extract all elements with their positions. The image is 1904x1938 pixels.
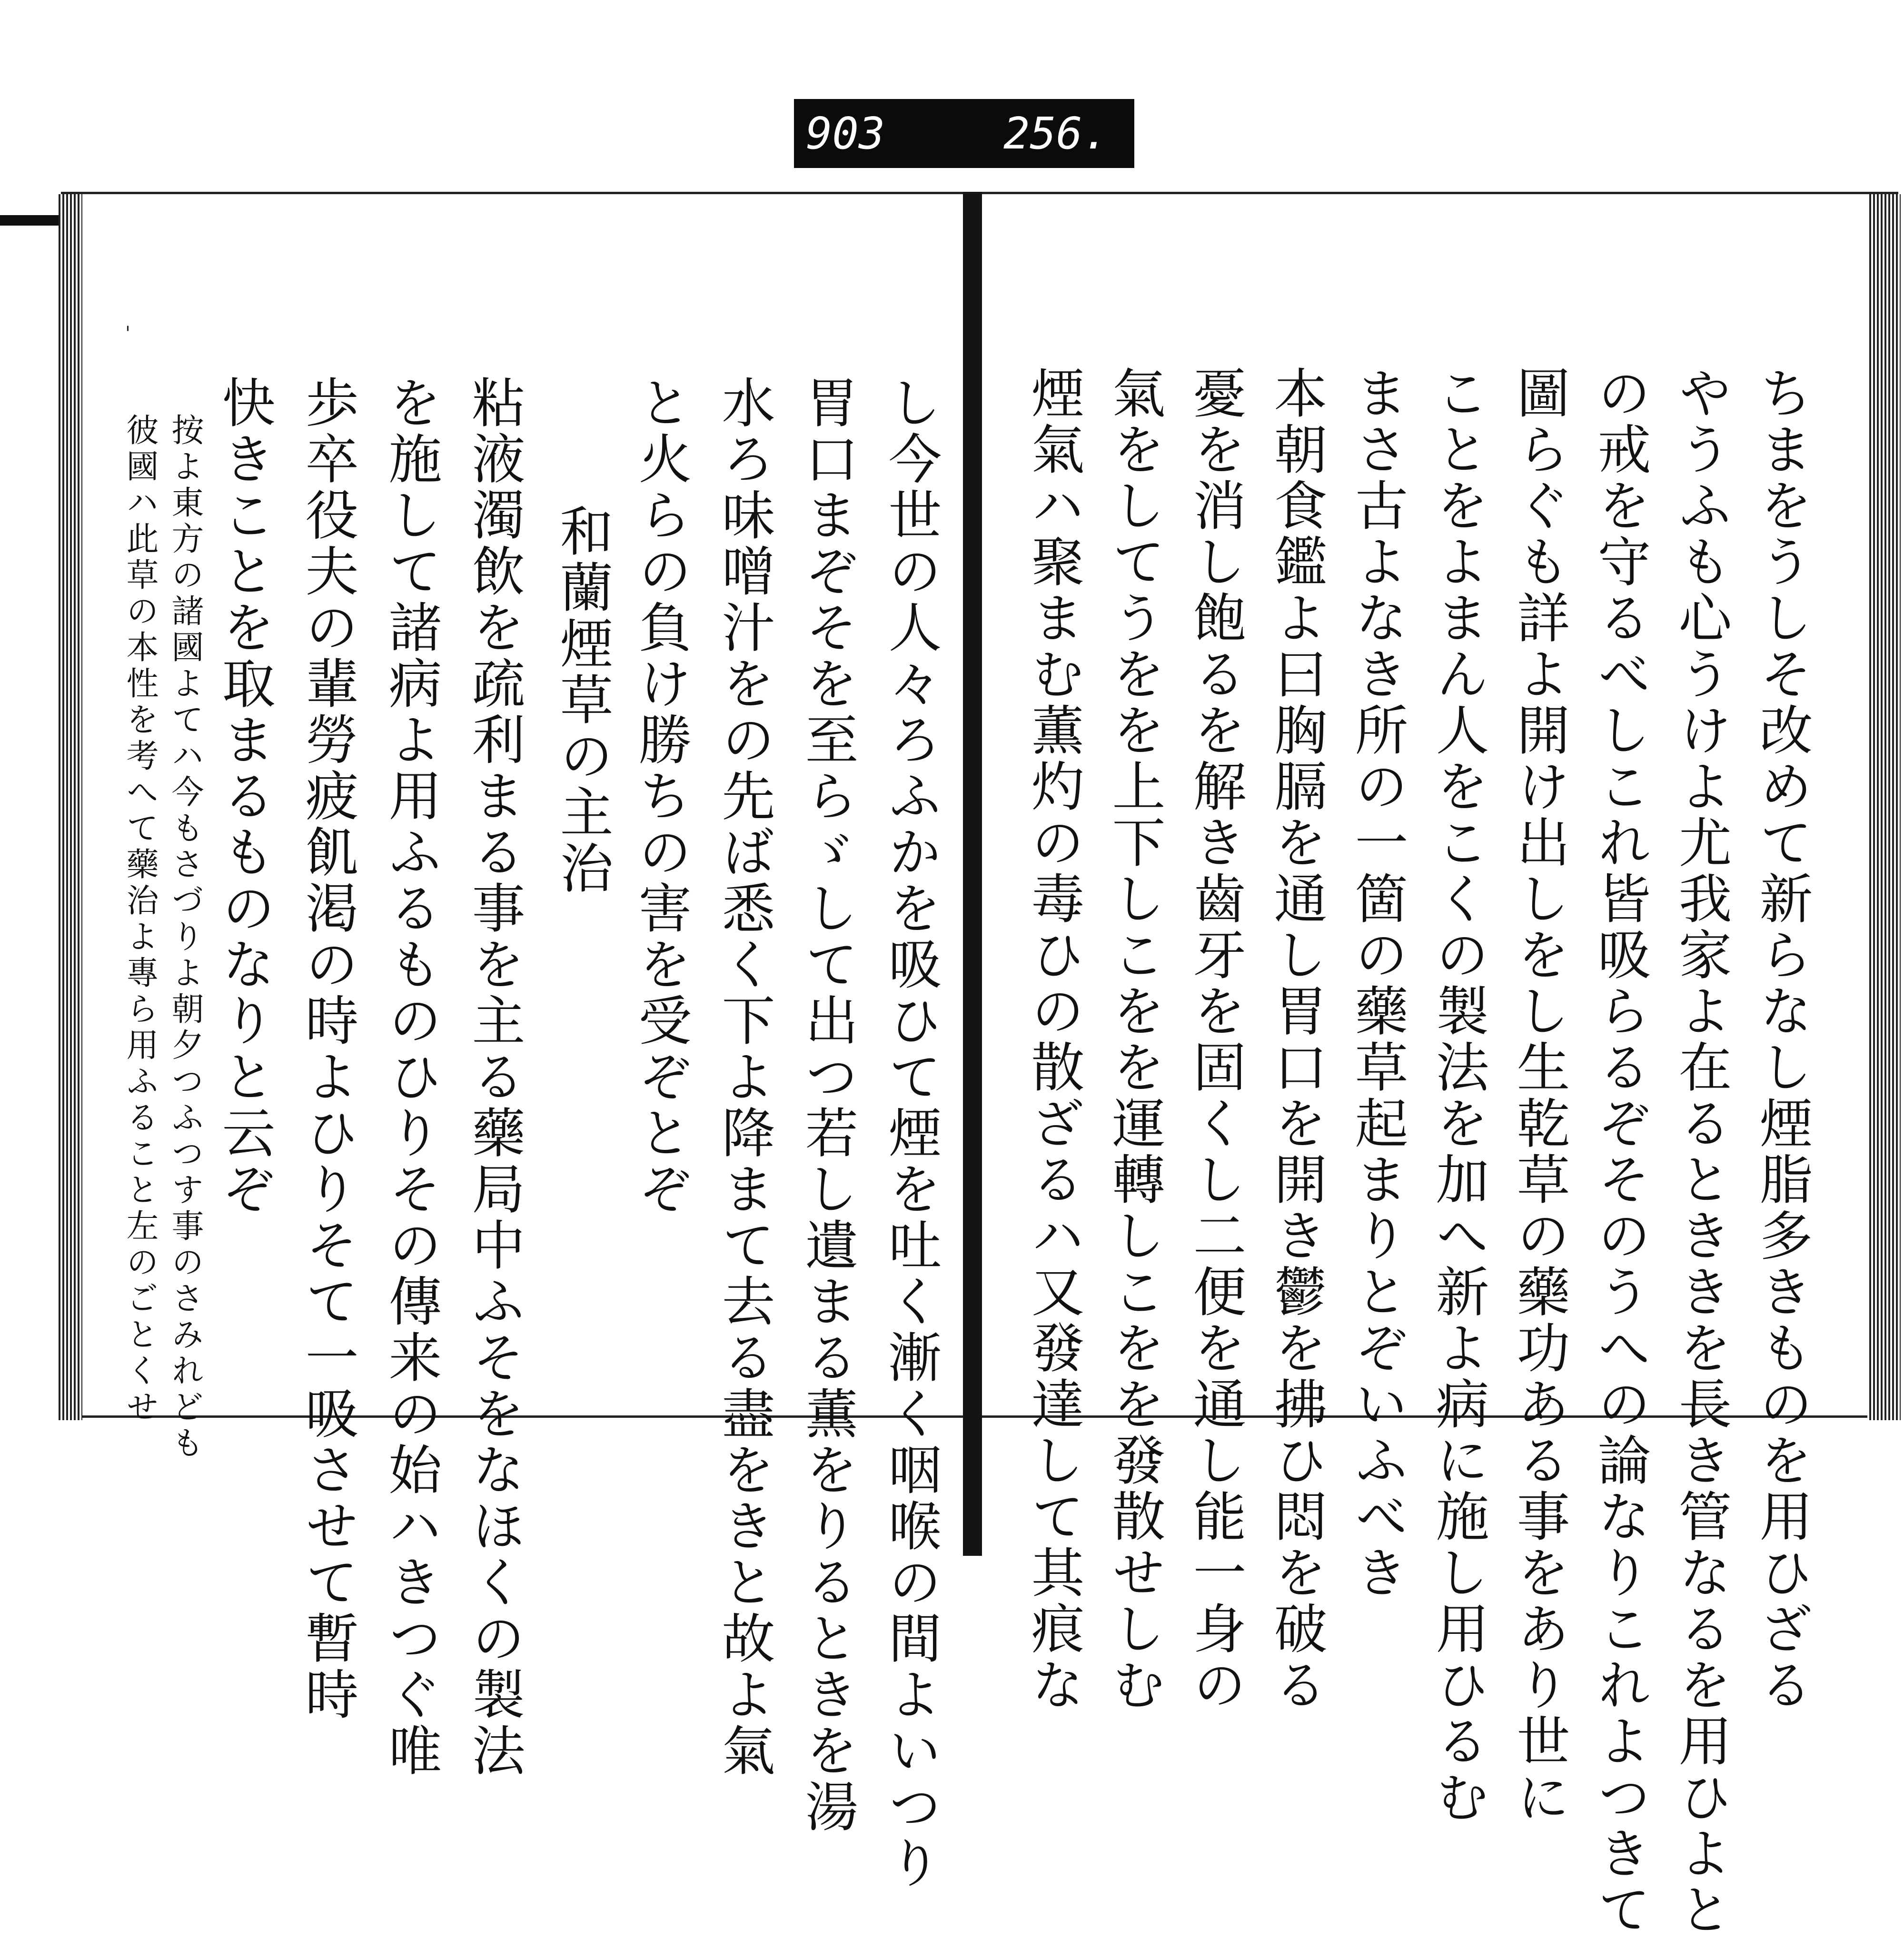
left-text-column: 水ろ味噌汁をの先ば悉く下よ降まて去る盡をきと故よ氣 bbox=[713, 375, 775, 1779]
right-text-column: 憂を消し飽るを解き齒牙を固くし二便を通し能一身の bbox=[1184, 366, 1246, 1713]
left-text-column: 胃口まぞそを至らゞして出つ若し遺まる薫をりるときを湯 bbox=[796, 375, 858, 1835]
right-text-column: ちまをうしそ改めて新らなし煙脂多きものを用ひざる bbox=[1751, 366, 1813, 1713]
right-text-column: やうふも心うけよ尤我家よ在るとききを長き管なるを用ひよと bbox=[1670, 366, 1732, 1938]
right-page-edge bbox=[1867, 194, 1901, 1420]
right-text-column: まさ古よなき所の一箇の藥草起まりとぞいふべき bbox=[1346, 366, 1408, 1601]
archive-label-right-number: 256. bbox=[1003, 108, 1109, 159]
archive-label-left-number: 903 bbox=[806, 108, 885, 159]
right-text-column: 圖らぐも詳よ開け出しをし生乾草の藥功ある事をあり世に bbox=[1508, 366, 1570, 1826]
left-page-edge bbox=[59, 194, 82, 1420]
right-text-column: ことをよまん人をこくの製法を加へ新よ病に施し用ひるむ bbox=[1427, 366, 1489, 1826]
section-heading: 和蘭煙草の主治 bbox=[551, 504, 613, 897]
ink-mark: ' bbox=[125, 323, 130, 345]
right-text-column: 本朝食鑑よ曰胸膈を通し胃口を開き鬱を拂ひ悶を破る bbox=[1265, 366, 1327, 1713]
left-text-column: 歩卒役夫の輩勞疲飢渇の時よひりそて一吸させて暫時 bbox=[297, 375, 358, 1723]
left-text-column: を施して諸病よ用ふるものひりその傳来の始ハきつぐ唯 bbox=[380, 375, 442, 1779]
right-page bbox=[965, 192, 1898, 1938]
archive-label bbox=[794, 99, 1134, 168]
left-page bbox=[61, 192, 965, 1891]
book-gutter bbox=[963, 192, 982, 1556]
right-text-column: 煙氣ハ聚まむ薫灼の毒ひの散ざるハ又發達して其痕な bbox=[1022, 366, 1084, 1713]
left-text-column: 快きことを取まるものなりと云ぞ bbox=[213, 375, 275, 1217]
left-text-column: し今世の人々ろふかを吸ひて煙を吐く漸く咽喉の間よいつり bbox=[880, 375, 942, 1891]
left-text-column: と火らの負け勝ちの害を受ぞとぞ bbox=[630, 375, 692, 1217]
open-book bbox=[61, 192, 1904, 1938]
note-column: 彼國ハ此草の本性を考へて藥治よ專ら用ふること左のごとくせ bbox=[121, 413, 159, 1426]
right-text-column: の戒を守るべしこれ皆吸らるぞそのうへの論なりこれよつきて bbox=[1589, 366, 1651, 1938]
note-column: 按よ東方の諸國よてハ今もさづりよ朝夕つふつす事のさみれども bbox=[166, 413, 204, 1462]
left-text-column: 粘液濁飲を疏利まる事を主る藥局中ふそをなほくの製法 bbox=[463, 375, 525, 1779]
right-text-column: 氣をしてうをを上下しこをを運轉しこをを發散せしむ bbox=[1103, 366, 1165, 1713]
